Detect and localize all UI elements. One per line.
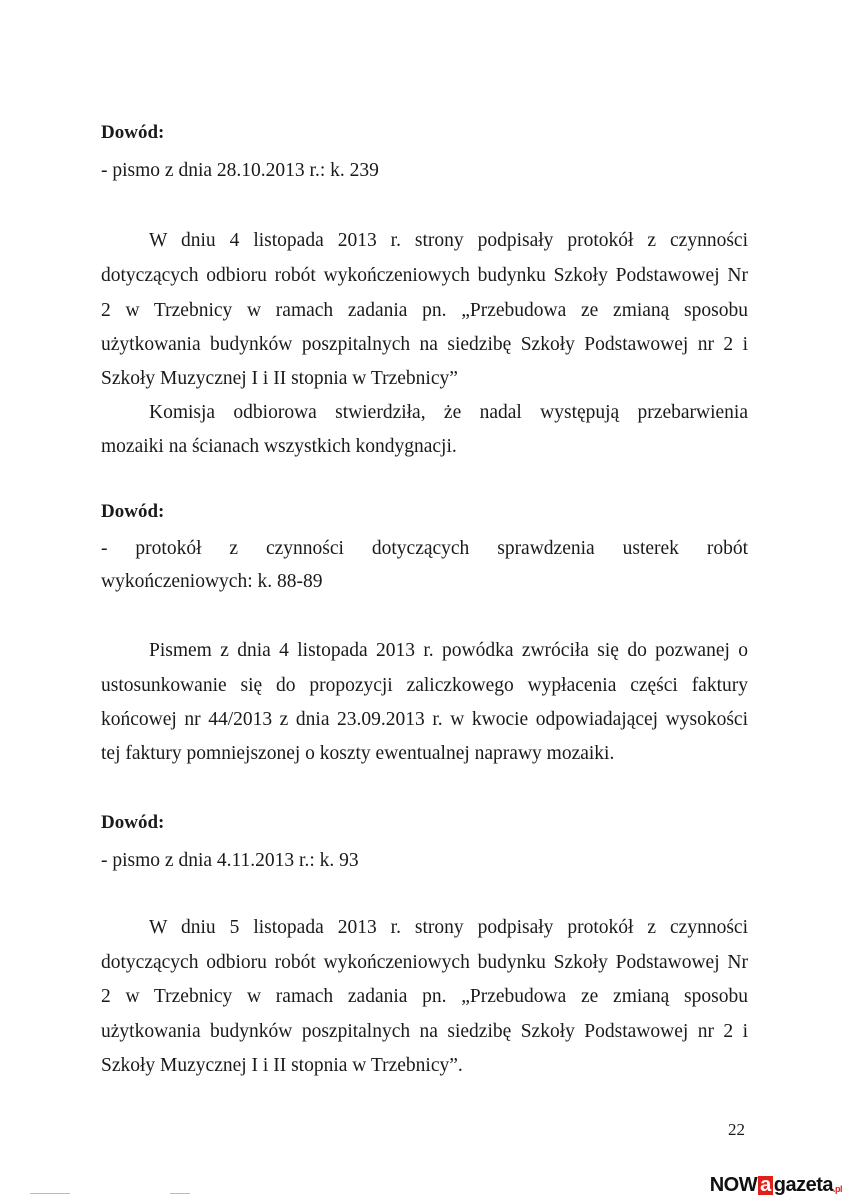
paragraph-3-line-3: końcowej nr 44/2013 z dnia 23.09.2013 r. w kwocie odpowiadającej wysokości [101,709,748,730]
evidence-line-1: - pismo z dnia 28.10.2013 r.: k. 239 [101,160,379,181]
paragraph-2-line-1: Komisja odbiorowa stwierdziła, że nadal występują przebarwienia [149,402,748,423]
logo-a: a [760,1173,771,1196]
paragraph-3-line-4: tej faktury pomniejszonej o koszty ewentualnej naprawy mozaiki. [101,743,615,764]
nowagazeta-watermark-logo [710,1174,842,1196]
scan-artifact [170,1193,190,1194]
paragraph-4-line-4: użytkowania budynków poszpitalnych na siedzibę Szkoły Podstawowej nr 2 i [101,1021,748,1042]
paragraph-1-line-3: 2 w Trzebnicy w ramach zadania pn. „Przebudowa ze zmianą sposobu [101,300,748,321]
paragraph-1-line-4: użytkowania budynków poszpitalnych na siedzibę Szkoły Podstawowej nr 2 i [101,334,748,355]
paragraph-3-line-2: ustosunkowanie się do propozycji zaliczkowego wypłacenia części faktury [101,675,748,696]
evidence-line-3: - pismo z dnia 4.11.2013 r.: k. 93 [101,850,359,871]
paragraph-4-line-5: Szkoły Muzycznej I i II stopnia w Trzebnicy”. [101,1055,463,1076]
evidence-heading-1: Dowód: [101,122,165,143]
paragraph-3-line-1: Pismem z dnia 4 listopada 2013 r. powódka zwróciła się do pozwanej o [149,640,748,661]
scan-artifact [30,1193,70,1194]
paragraph-1-line-5: Szkoły Muzycznej I i II stopnia w Trzebnicy” [101,368,458,389]
evidence-heading-3: Dowód: [101,812,165,833]
paragraph-1-line-1: W dniu 4 listopada 2013 r. strony podpisały protokół z czynności [149,230,748,251]
evidence-heading-2: Dowód: [101,501,165,522]
paragraph-2-line-2: mozaiki na ścianach wszystkich kondygnacji. [101,436,457,457]
logo-now: NOW [709,1173,758,1196]
evidence-line-2a: - protokół z czynności dotyczących sprawdzenia usterek robót [101,538,748,559]
page-number: 22 [728,1120,745,1139]
paragraph-1-line-2: dotyczących odbioru robót wykończeniowych budynku Szkoły Podstawowej Nr [101,265,748,286]
paragraph-4-line-1: W dniu 5 listopada 2013 r. strony podpisały protokół z czynności [149,917,748,938]
logo-pl: .pl [833,1184,842,1194]
evidence-line-2b: wykończeniowych: k. 88-89 [101,571,323,592]
paragraph-4-line-2: dotyczących odbioru robót wykończeniowych budynku Szkoły Podstawowej Nr [101,952,748,973]
paragraph-4-line-3: 2 w Trzebnicy w ramach zadania pn. „Przebudowa ze zmianą sposobu [101,986,748,1007]
logo-gazeta: gazeta [773,1173,833,1196]
